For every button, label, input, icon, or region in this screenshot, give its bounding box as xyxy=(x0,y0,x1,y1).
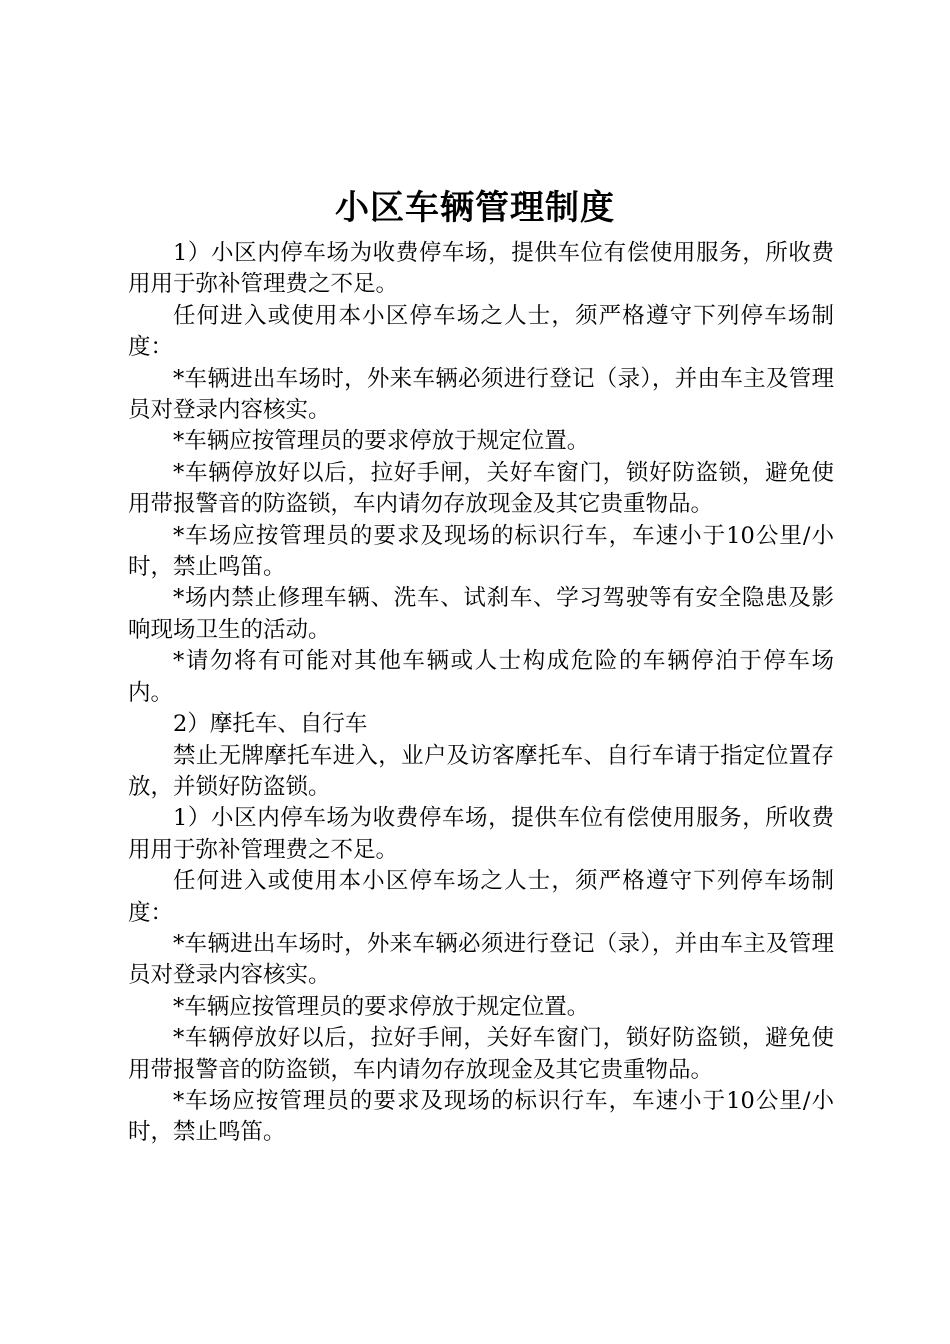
paragraph: *车场应按管理员的要求及现场的标识行车，车速小于10公里/小时，禁止鸣笛。 xyxy=(128,522,834,581)
paragraph: *车辆停放好以后，拉好手闸，关好车窗门，锁好防盗锁，避免使用带报警音的防盗锁，车内请勿存放现金及其它贵重物品。 xyxy=(128,459,834,518)
paragraph: *车辆进出车场时，外来车辆必须进行登记（录），并由车主及管理员对登录内容核实。 xyxy=(128,365,834,424)
paragraph: 2）摩托车、自行车 xyxy=(173,711,368,738)
paragraph: 任何进入或使用本小区停车场之人士，须严格遵守下列停车场制度： xyxy=(128,868,834,926)
document-title: 小区车辆管理制度 xyxy=(335,188,615,228)
document-body xyxy=(128,238,834,1149)
paragraph: *车场应按管理员的要求及现场的标识行车，车速小于10公里/小时，禁止鸣笛。 xyxy=(128,1087,834,1146)
paragraph: *车辆应按管理员的要求停放于规定位置。 xyxy=(173,428,590,455)
paragraph: *车辆进出车场时，外来车辆必须进行登记（录），并由车主及管理员对登录内容核实。 xyxy=(128,930,834,989)
paragraph: *请勿将有可能对其他车辆或人士构成危险的车辆停泊于停车场内。 xyxy=(128,648,834,706)
paragraph: 任何进入或使用本小区停车场之人士，须严格遵守下列停车场制度： xyxy=(128,302,834,361)
paragraph: 1）小区内停车场为收费停车场，提供车位有偿使用服务，所收费用用于弥补管理费之不足。 xyxy=(128,240,834,298)
paragraph: 1）小区内停车场为收费停车场，提供车位有偿使用服务，所收费用用于弥补管理费之不足。 xyxy=(128,805,834,863)
paragraph: *车辆应按管理员的要求停放于规定位置。 xyxy=(173,993,590,1020)
paragraph: *场内禁止修理车辆、洗车、试刹车、学习驾驶等有安全隐患及影响现场卫生的活动。 xyxy=(128,585,834,643)
paragraph: *车辆停放好以后，拉好手闸，关好车窗门，锁好防盗锁，避免使用带报警音的防盗锁，车内请勿存放现金及其它贵重物品。 xyxy=(128,1025,834,1083)
paragraph: 禁止无牌摩托车进入，业户及访客摩托车、自行车请于指定位置存放，并锁好防盗锁。 xyxy=(128,742,834,800)
